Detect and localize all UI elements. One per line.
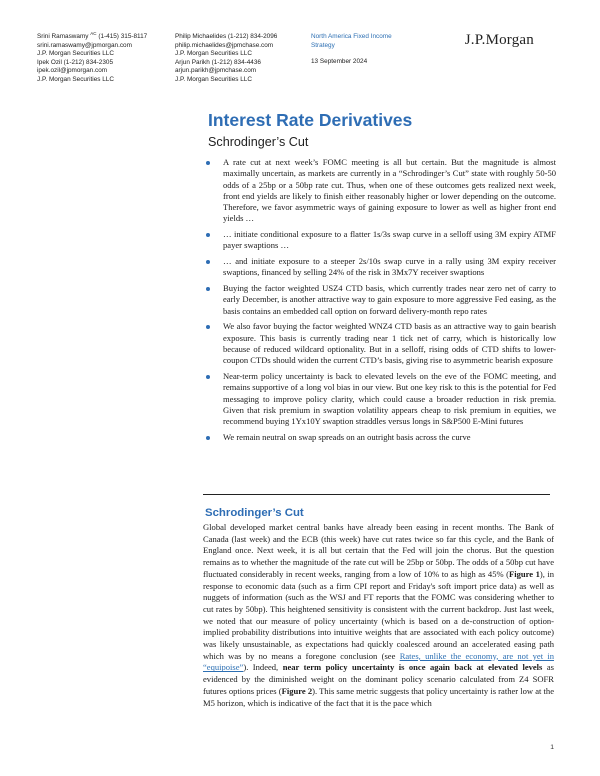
author-email[interactable]: srini.ramaswamy@jpmorgan.com — [37, 41, 132, 49]
author-line: Ipek Ozil (1-212) 834-2305 — [37, 58, 114, 66]
page-title: Interest Rate Derivatives — [208, 110, 413, 130]
bullet-dot-icon — [206, 375, 210, 379]
section-heading: Schrodinger’s Cut — [205, 507, 304, 519]
page-number: 1 — [550, 744, 554, 751]
report-link[interactable]: Rates, unlike the economy, are not yet in “equipoise” — [203, 650, 555, 673]
author-firm: J.P. Morgan Securities LLC — [175, 50, 252, 58]
bullet-text: … initiate conditional exposure to a flatter 1s/3s swap curve in a selloff using 3M expiry ATMF payer swaptions … — [223, 229, 556, 251]
page-subtitle: Schrodinger’s Cut — [208, 135, 309, 149]
author-firm: J.P. Morgan Securities LLC — [37, 75, 114, 83]
bullet-dot-icon — [206, 233, 210, 237]
bullet-item — [203, 256, 556, 279]
bullet-dot-icon — [206, 436, 210, 440]
bullet-dot-icon — [206, 161, 210, 165]
bullet-text: Buying the factor weighted USZ4 CTD basis, which currently trades near zero net of carry to early December, is another attractive way to gain exposure to more aggressive Fed easing, as the basis contains an embedded call option on forward delivery-month repo rates — [223, 283, 556, 316]
analyst-certification-mark: AC — [90, 31, 97, 36]
author-firm: J.P. Morgan Securities LLC — [175, 75, 252, 83]
bullet-dot-icon — [206, 287, 210, 291]
author-block-1 — [37, 33, 147, 85]
bullet-dot-icon — [206, 260, 210, 264]
author-block-2 — [175, 33, 277, 85]
section-divider — [203, 494, 550, 495]
bullet-item — [203, 432, 556, 443]
author-firm: J.P. Morgan Securities LLC — [37, 50, 114, 58]
jpmorgan-logo: J.P.Morgan — [464, 32, 534, 48]
bullet-dot-icon — [206, 325, 210, 329]
emphasis-text: near term policy uncertainty is once again back at elevated levels — [282, 662, 543, 673]
bullet-item — [203, 283, 556, 317]
body-text: ). Indeed, — [243, 662, 283, 673]
section-body — [203, 522, 554, 709]
figure-reference: Figure 2 — [281, 685, 313, 696]
bullet-item — [203, 321, 556, 366]
report-series-line2: Strategy — [311, 41, 335, 49]
figure-reference: Figure 1 — [508, 568, 540, 579]
author-name: Srini Ramaswamy — [37, 33, 89, 40]
author-line: Philip Michaelides (1-212) 834-2096 — [175, 33, 278, 40]
bullet-text: Near-term policy uncertainty is back to elevated levels on the eve of the FOMC meeting, and remains supportive of a long vol bias in our view. But one key risk to this is the potential for Fed messaging to improve policy clarity, which could cause a broader reduction in risk premia. Given that risk premium in swaption volatility appears cheap to risk premium in equities, we recommend buying 1Yx10Y swaption straddles versus longs in S&P500 E-Mini futures — [223, 371, 556, 427]
bullet-text: … and initiate exposure to a steeper 2s/10s swap curve in a rally using 3M expiry receiver swaptions, financed by selling 24% of the risk in 3Mx7Y receiver swaptions — [223, 256, 556, 278]
author-phone: (1-415) 315-8117 — [98, 33, 148, 40]
report-date: 13 September 2024 — [311, 58, 368, 66]
author-line: Arjun Parikh (1-212) 834-4436 — [175, 58, 261, 66]
bullet-text: A rate cut at next week’s FOMC meeting is all but certain. But the magnitude is almost maximally uncertain, as markets are currently in a “Schrodinger’s Cut” state with roughly 50-50 odds of a 25bp or a 50bp rate cut. Thus, when one of these outcomes gets realized next week, front end yields are likely to finish either reasonably higher or lower depending on the outcome. Therefore, we favor asymmetric ways of gaining exposure to lower as well as higher front end yields … — [223, 157, 556, 224]
bullet-text: We remain neutral on swap spreads on an outright basis across the curve — [223, 431, 471, 442]
bullet-text: We also favor buying the factor weighted WNZ4 CTD basis as an attractive way to gain bearish exposure. This basis is currently trading near 1 tick net of carry, which is historically low because of reduced wildcard optionality. But in a selloff, rising odds of CTD shifts to lower-coupon CTDs should widen the current CTD’s basis, giving rise to asymmetric bearish exposure — [223, 321, 556, 366]
report-info — [311, 33, 392, 67]
author-email[interactable]: ipek.ozil@jpmorgan.com — [37, 67, 108, 75]
author-email[interactable]: arjun.parikh@jpmchase.com — [175, 67, 257, 75]
body-text: ), in response to economic data (such as a firm CPI report and Friday's soft import price data) as well as nuggets of information (such as the WSJ and FT reports that the FOMC was considering whether to cut rates by 50bp). This heightened sensitivity is consistent with the current backdrop. Just last week, we noted that our measure of policy uncertainty (which is based on a de-construction of option-implied probability distributions into intuitive weights that are associated with each policy outcome) was likely unsustainable, as expectations had quickly coalesced around an accelerated easing path which was by no means a foregone conclusion (see — [203, 568, 554, 661]
bullet-item — [203, 229, 556, 252]
author-email[interactable]: philip.michaelides@jpmchase.com — [175, 41, 274, 49]
key-points-list — [203, 157, 556, 448]
bullet-item — [203, 157, 556, 225]
body-text: ). This same metric suggests that policy uncertainty is rather low at the M5 horizon, which is indicative of the fact that it is the pace which — [203, 685, 554, 708]
body-text: as evidenced by the diminished weight on the dominant policy scenario calculated from Z4 SOFR futures options prices ( — [203, 662, 554, 696]
report-series: North America Fixed Income — [311, 33, 392, 40]
bullet-item — [203, 371, 556, 427]
body-text: Global developed market central banks have already been easing in recent months. The Bank of Canada (last week) and the ECB (this week) have cut rates twice so far this cycle, and the Bank of England once. Next week, it is all but certain that the Fed will join the chorus. But the question remains as to whether the magnitude of the rate cut will be 25bp or 50bp. The odds of a 50bp cut have fluctuated considerably in recent weeks, ranging from a low of 10% to as high as 45% ( — [203, 522, 554, 579]
